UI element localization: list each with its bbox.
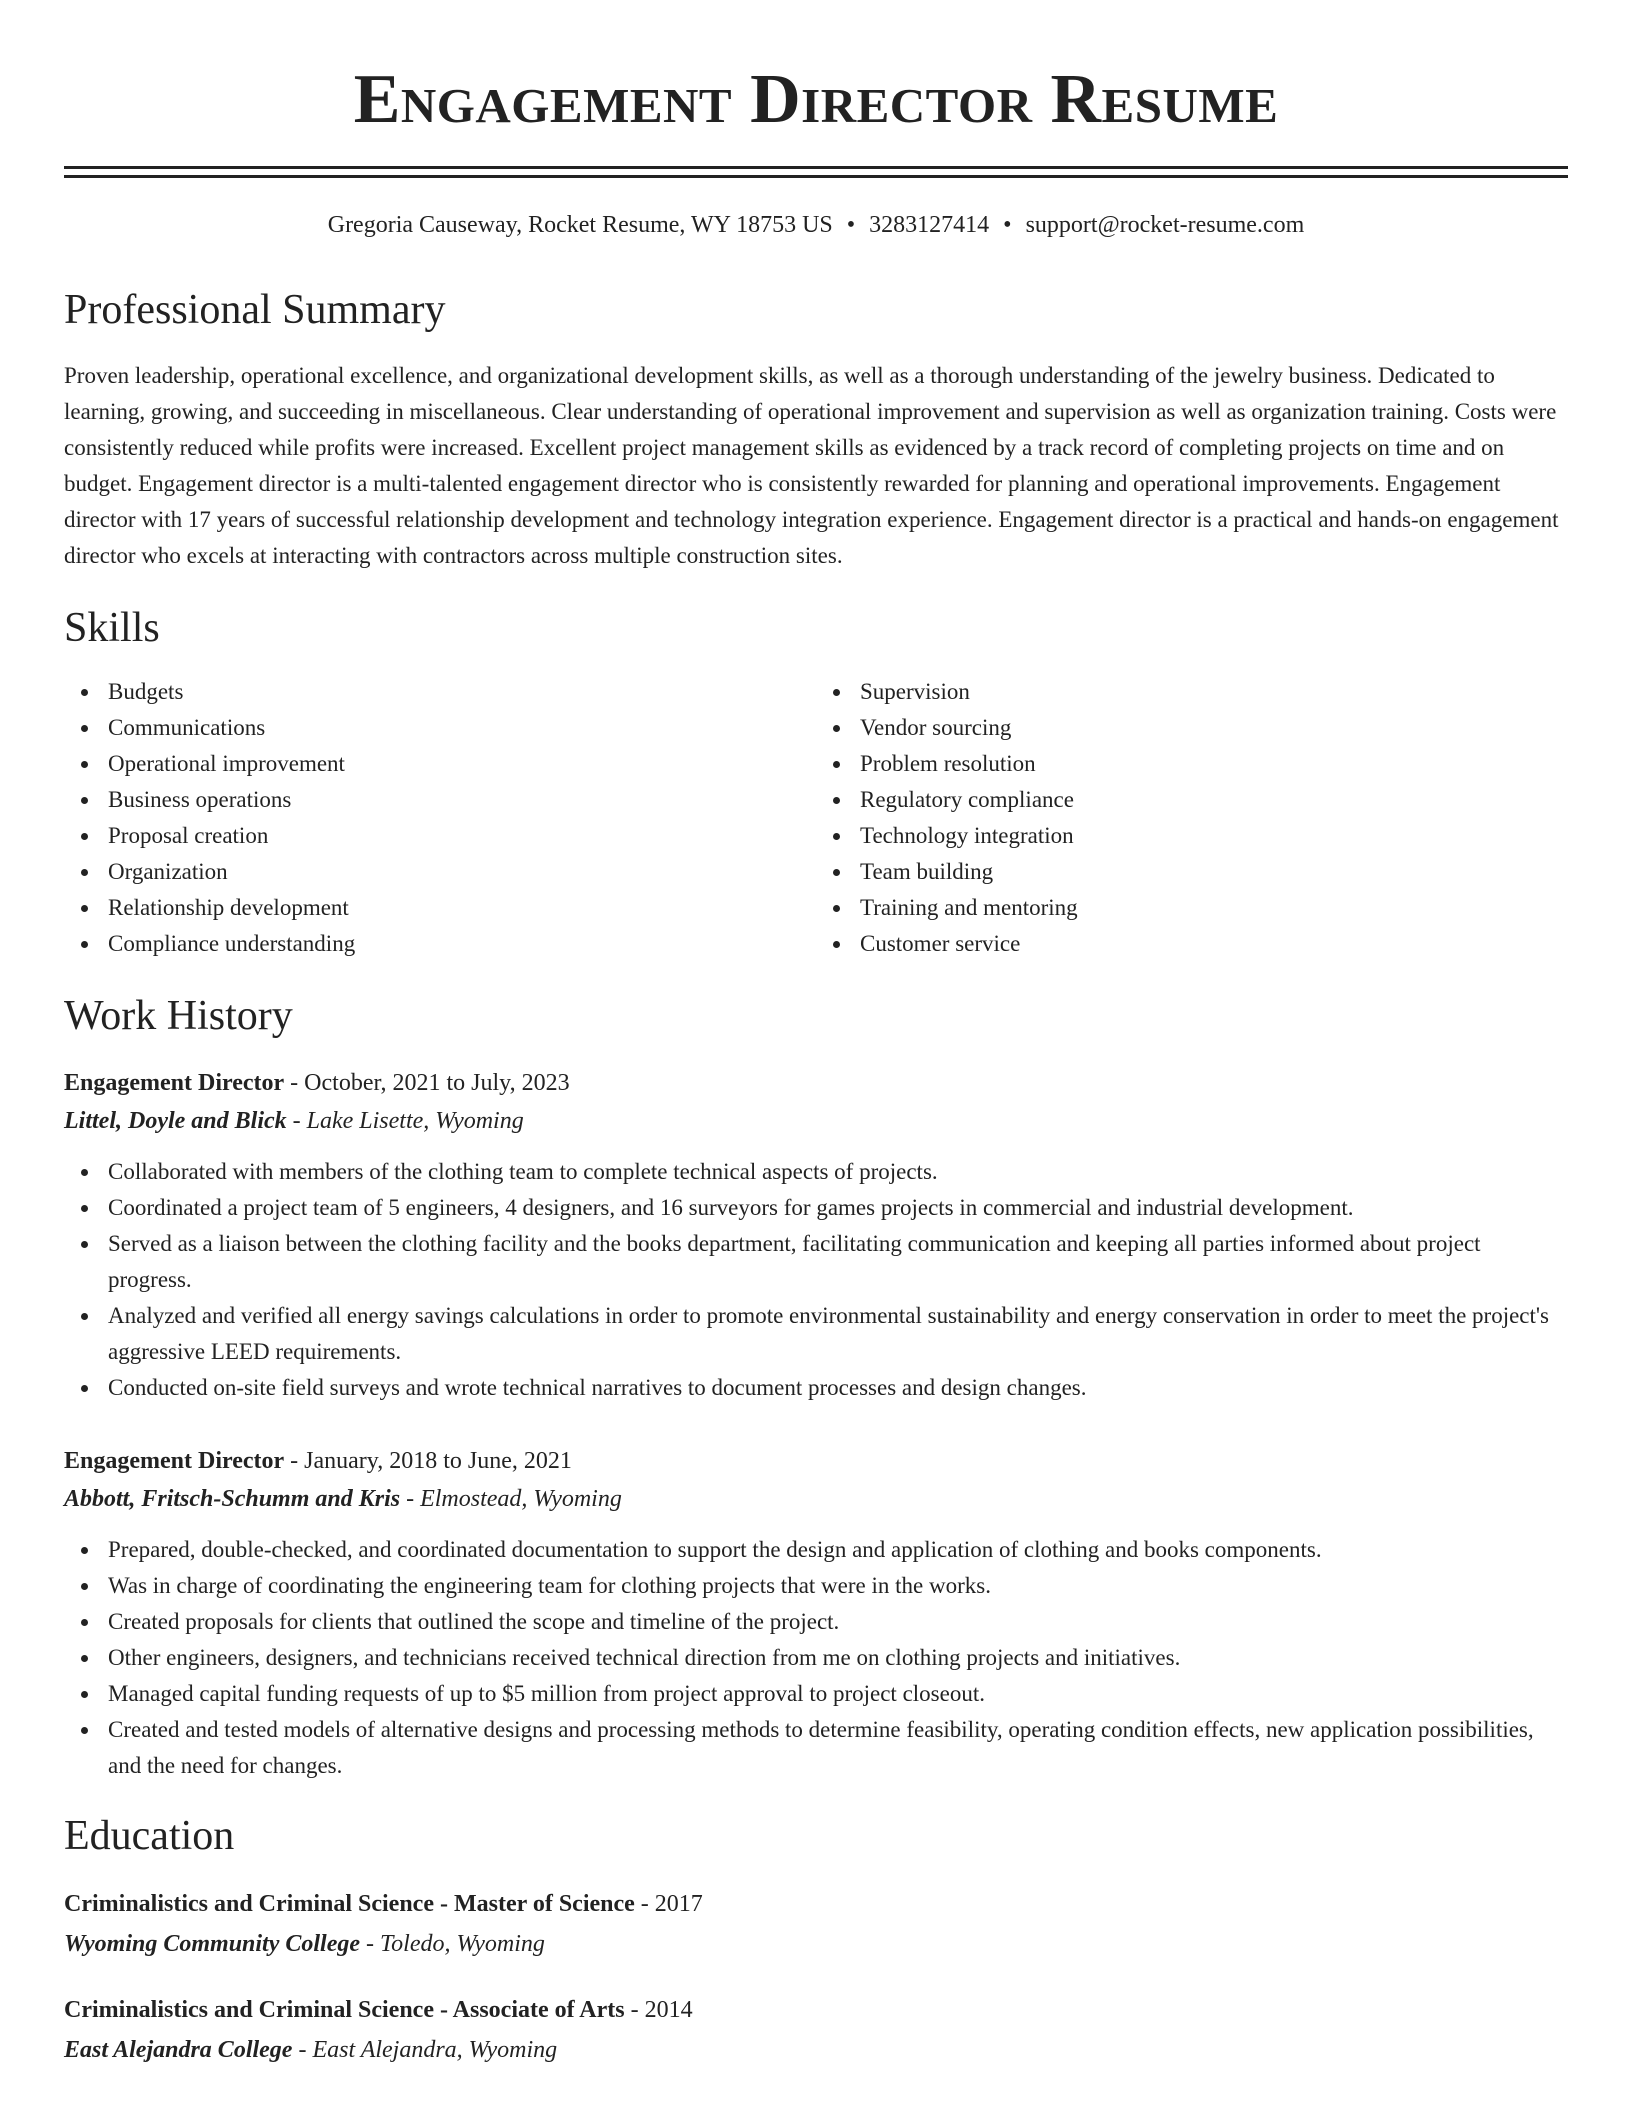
degree-line <box>64 1884 1568 1924</box>
job-entry <box>64 1064 1568 1406</box>
school-line <box>64 1924 1568 1964</box>
summary-heading: Professional Summary <box>64 287 446 333</box>
job-bullets <box>64 1532 1568 1784</box>
job-company: Littel, Doyle and Blick <box>64 1108 287 1134</box>
education-entry <box>64 1884 1568 1964</box>
skill-item: Vendor sourcing <box>860 710 1568 746</box>
resume-page <box>64 0 1568 2070</box>
job-bullet: Served as a liaison between the clothing facility and the books department, facilitating communication and keeping all parties informed about project progress. <box>108 1226 1568 1298</box>
skill-item: Business operations <box>108 782 816 818</box>
job-company: Abbott, Fritsch-Schumm and Kris <box>64 1486 401 1512</box>
job-dates: - January, 2018 to June, 2021 <box>284 1448 572 1474</box>
job-location: - Elmostead, Wyoming <box>400 1486 622 1512</box>
degree-year: - 2014 <box>624 1997 693 2023</box>
job-bullet: Collaborated with members of the clothing team to complete technical aspects of projects. <box>108 1154 1568 1190</box>
school-name: East Alejandra College <box>64 2037 293 2063</box>
summary-text: Proven leadership, operational excellence, and organizational development skills, as well as a thorough understanding of the jewelry business. Dedicated to learning, growing, and succeeding in miscellaneous. Clear understanding of operational improvement and supervision as well as organization training. Costs were consistently reduced while profits were increased. Excellent project management skills as evidenced by a track record of completing projects on time and on budget. Engagement director is a multi-talented engagement director who is consistently rewarded for planning and operational improvements. Engagement director with 17 years of successful relationship development and technology integration experience. Engagement director is a practical and hands-on engagement director who excels at interacting with contractors across multiple construction sites. <box>64 363 1559 568</box>
skill-item: Problem resolution <box>860 746 1568 782</box>
job-company-line <box>64 1480 1568 1518</box>
resume-title: Engagement Director Resume <box>353 61 1279 138</box>
contact-line <box>64 210 1568 240</box>
education-heading: Education <box>64 1813 235 1859</box>
degree-name: Criminalistics and Criminal Science - Master of Science <box>64 1891 635 1917</box>
job-bullet: Managed capital funding requests of up to $5 million from project approval to project closeout. <box>108 1676 1568 1712</box>
title-divider-bottom <box>64 175 1568 178</box>
skill-item: Team building <box>860 854 1568 890</box>
job-title-line <box>64 1442 1568 1480</box>
education-entry <box>64 1990 1568 2070</box>
skills-heading: Skills <box>64 605 160 651</box>
degree-year: - 2017 <box>634 1891 703 1917</box>
contact-email: support@rocket-resume.com <box>1025 212 1305 238</box>
contact-phone: 3283127414 <box>869 212 990 238</box>
skills-grid <box>64 674 1568 962</box>
job-dates: - October, 2021 to July, 2023 <box>284 1070 570 1096</box>
job-title-line <box>64 1064 1568 1102</box>
skill-item: Customer service <box>860 926 1568 962</box>
contact-separator: • <box>846 212 856 238</box>
skill-item: Technology integration <box>860 818 1568 854</box>
job-bullet: Was in charge of coordinating the engineering team for clothing projects that were in the works. <box>108 1568 1568 1604</box>
skills-list-right <box>816 674 1568 962</box>
contact-address: Gregoria Causeway, Rocket Resume, WY 18753 US <box>327 212 833 238</box>
job-location: - Lake Lisette, Wyoming <box>286 1108 524 1134</box>
title-divider-top <box>64 166 1568 169</box>
job-bullets <box>64 1154 1568 1406</box>
skill-item: Operational improvement <box>108 746 816 782</box>
work-history-heading: Work History <box>64 993 293 1039</box>
skill-item: Training and mentoring <box>860 890 1568 926</box>
degree-name: Criminalistics and Criminal Science - Associate of Arts <box>64 1997 625 2023</box>
skill-item: Organization <box>108 854 816 890</box>
skill-item: Budgets <box>108 674 816 710</box>
degree-line <box>64 1990 1568 2030</box>
school-location: - East Alejandra, Wyoming <box>292 2037 558 2063</box>
job-title: Engagement Director <box>64 1448 285 1474</box>
job-bullet: Other engineers, designers, and technicians received technical direction from me on clothing projects and initiatives. <box>108 1640 1568 1676</box>
skill-item: Proposal creation <box>108 818 816 854</box>
job-bullet: Coordinated a project team of 5 engineers, 4 designers, and 16 surveyors for games projects in commercial and industrial development. <box>108 1190 1568 1226</box>
job-bullet: Prepared, double-checked, and coordinated documentation to support the design and application of clothing and books components. <box>108 1532 1568 1568</box>
skill-item: Regulatory compliance <box>860 782 1568 818</box>
skill-item: Compliance understanding <box>108 926 816 962</box>
skill-item: Supervision <box>860 674 1568 710</box>
school-line <box>64 2030 1568 2070</box>
contact-separator: • <box>1003 212 1012 238</box>
job-bullet: Conducted on-site field surveys and wrote technical narratives to document processes and design changes. <box>108 1370 1568 1406</box>
school-name: Wyoming Community College <box>64 1931 361 1957</box>
school-location: - Toledo, Wyoming <box>360 1931 545 1957</box>
job-entry <box>64 1442 1568 1784</box>
job-bullet: Created proposals for clients that outlined the scope and timeline of the project. <box>108 1604 1568 1640</box>
job-bullet: Analyzed and verified all energy savings calculations in order to promote environmental sustainability and energy conservation in order to meet the project's aggressive LEED requirements. <box>108 1298 1568 1370</box>
skills-list-left <box>64 674 816 962</box>
skill-item: Relationship development <box>108 890 816 926</box>
job-title: Engagement Director <box>64 1070 285 1096</box>
job-bullet: Created and tested models of alternative designs and processing methods to determine feasibility, operating condition effects, new application possibilities, and the need for changes. <box>108 1712 1568 1784</box>
skill-item: Communications <box>108 710 816 746</box>
job-company-line <box>64 1102 1568 1140</box>
